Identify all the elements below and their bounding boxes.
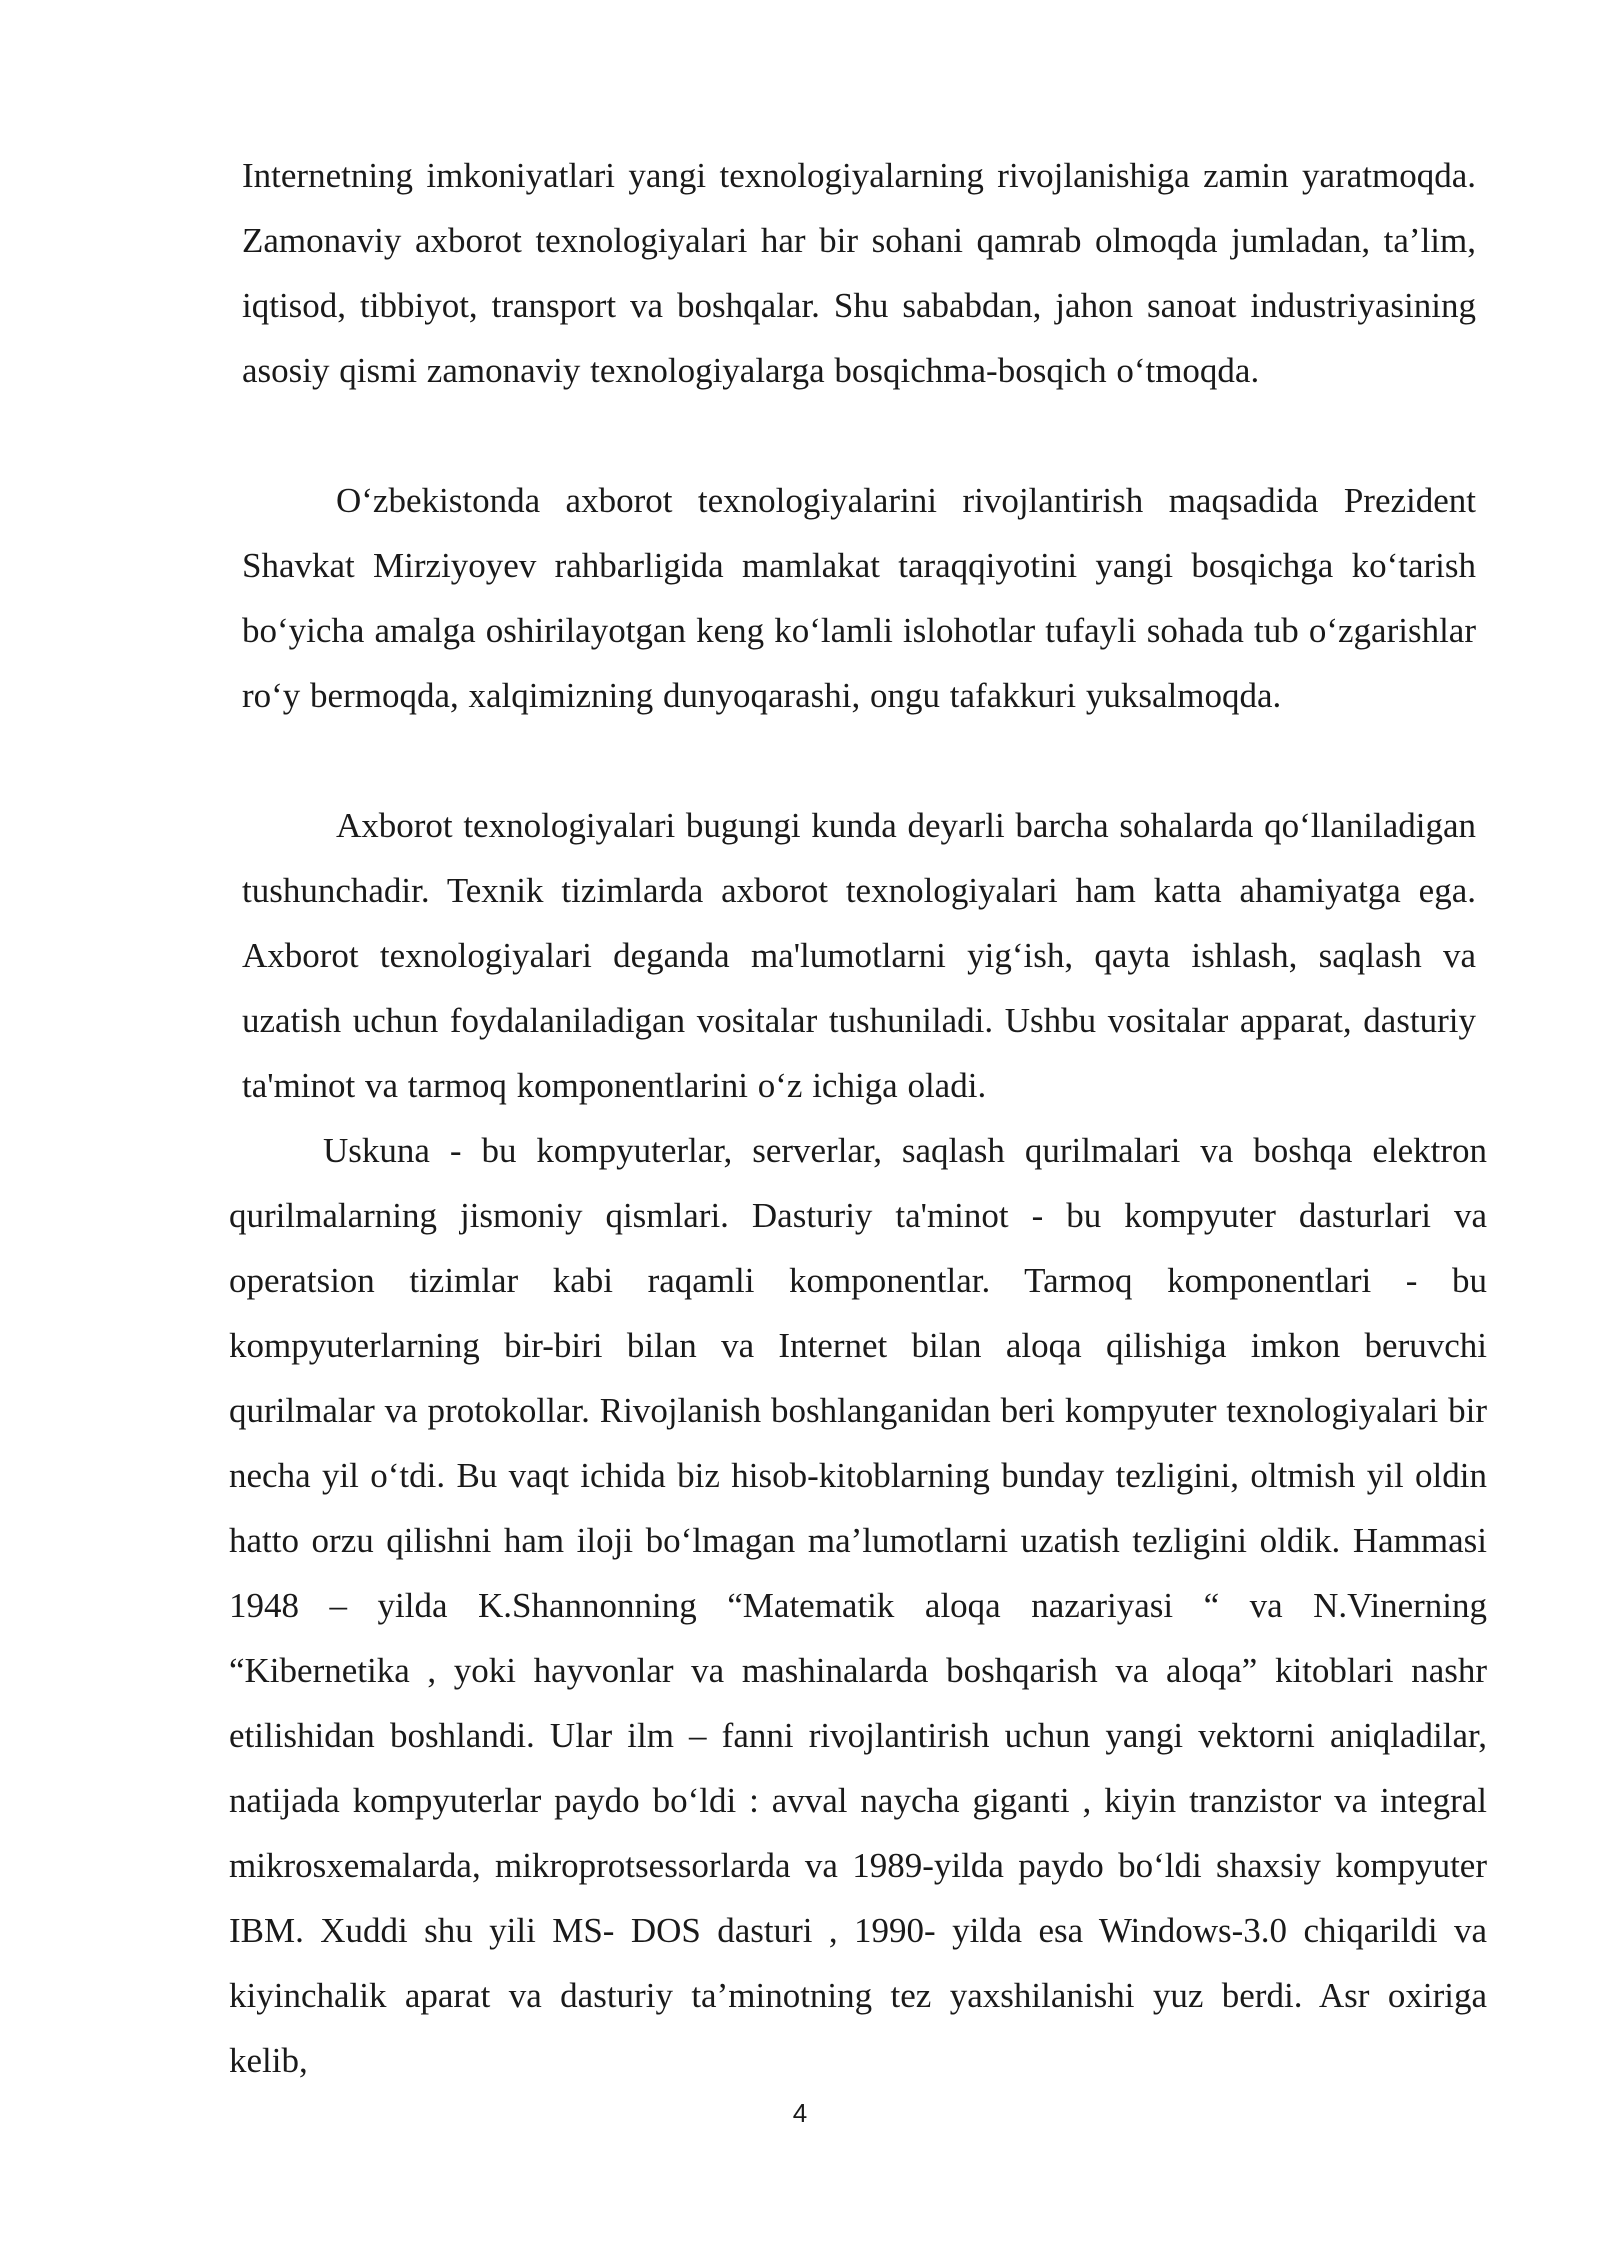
paragraph-information-technologies-definition: Axborot texnologiyalari bugungi kunda deyarli barcha sohalarda qo‘llaniladigan tushunchadir. Texnik tizimlarda axborot texnologiyalari ham katta ahamiyatga ega. Axborot texnologiyalari deganda ma'lumotlarni yig‘ish, qayta ishlash, saqlash va uzatish uchun foydalaniladigan vositalar tushuniladi. Ushbu vositalar apparat, dasturiy ta'minot va tarmoq komponentlarini o‘z ichiga oladi. — [242, 806, 1476, 1105]
paragraph-internet-opportunities: Internetning imkoniyatlari yangi texnologiyalarning rivojlanishiga zamin yaratmoqda. Zamonaviy axborot texnologiyalari har bir sohani qamrab olmoqda jumladan, ta’lim, iqtisod, tibbiyot, transport va boshqalar. Shu sababdan, jahon sanoat industriyasining asosiy qismi zamonaviy texnologiyalarga bosqichma-bosqich o‘tmoqda. — [242, 156, 1476, 390]
page-number: 4 — [792, 2098, 808, 2128]
paragraph-uzbekistan-it-development: O‘zbekistonda axborot texnologiyalarini rivojlantirish maqsadida Prezident Shavkat Mirziyoyev rahbarligida mamlakat taraqqiyotini yangi bosqichga ko‘tarish bo‘yicha amalga oshirilayotgan keng ko‘lamli islohotlar tufayli sohada tub o‘zgarishlar ro‘y bermoqda, xalqimizning dunyoqarashi, ongu tafakkuri yuksalmoqda. — [242, 481, 1476, 715]
paragraph-hardware-software-history: Uskuna - bu kompyuterlar, serverlar, saqlash qurilmalari va boshqa elektron qurilmalarning jismoniy qismlari. Dasturiy ta'minot - bu kompyuter dasturlari va operatsion tizimlar kabi raqamli komponentlar. Tarmoq komponentlari - bu kompyuterlarning bir-biri bilan va Internet bilan aloqa qilishiga imkon beruvchi qurilmalar va protokollar. Rivojlanish boshlanganidan beri kompyuter texnologiyalari bir necha yil o‘tdi. Bu vaqt ichida biz hisob-kitoblarning bunday tezligini, oltmish yil oldin hatto orzu qilishni ham iloji bo‘lmagan ma’lumotlarni uzatish tezligini oldik. Hammasi 1948 – yilda K.Shannonning “Matematik aloqa nazariyasi “ va N.Vinerning “Kibernetika , yoki hayvonlar va mashinalarda boshqarish va aloqa” kitoblari nashr etilishidan boshlandi. Ular ilm – fanni rivojlantirish uchun yangi vektorni aniqladilar, natijada kompyuterlar paydo bo‘ldi : avval naycha giganti , kiyin tranzistor va integral mikrosxemalarda, mikroprotsessorlarda va 1989-yilda paydo bo‘ldi shaxsiy kompyuter IBM. Xuddi shu yili MS- DOS dasturi , 1990- yilda esa Windows-3.0 chiqarildi va kiyinchalik aparat va dasturiy ta’minotning tez yaxshilanishi yuz berdi. Asr oxiriga kelib, — [229, 1131, 1487, 2080]
